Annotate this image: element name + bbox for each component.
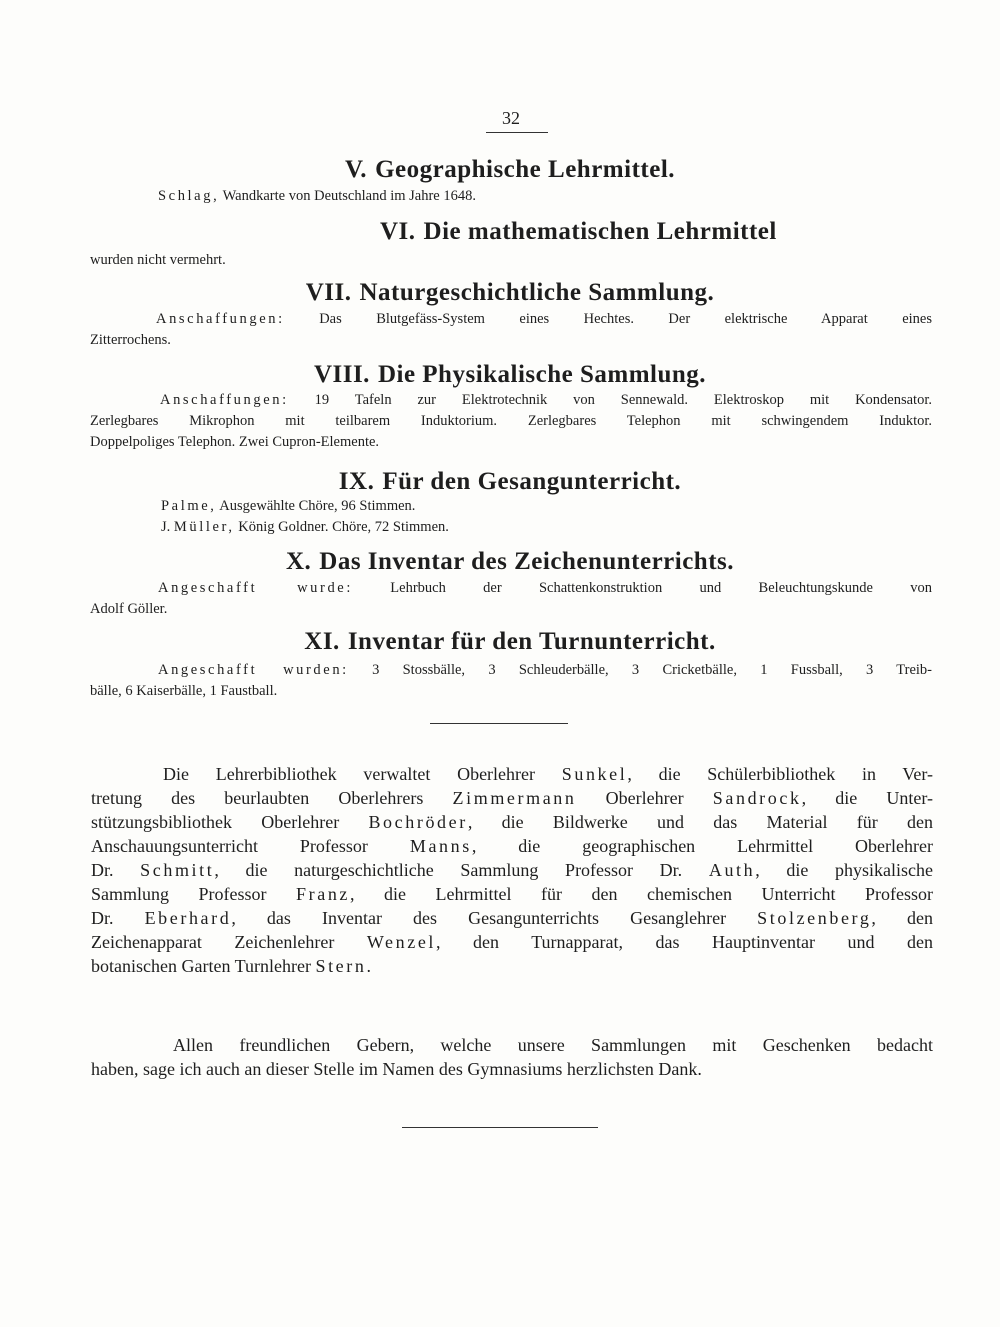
section-entry — [90, 390, 932, 453]
spaced-name: Wenzel — [366, 932, 437, 952]
section-number: VIII. — [313, 361, 370, 388]
text: , die Unter- — [801, 788, 933, 808]
text: , die Schülerbibliothek in Ver- — [627, 764, 934, 784]
text: . — [366, 956, 371, 976]
section-number: V. — [344, 156, 368, 183]
section-number: VI. — [380, 218, 416, 245]
entry-text: wurden nicht vermehrt. — [90, 252, 226, 268]
entry-text: Lehrbuch der Schattenkonstruktion und Beleuchtungskunde von — [352, 580, 932, 596]
spaced-name: Palme, — [161, 498, 217, 514]
section-number: VII. — [305, 279, 352, 306]
spaced-name: Anschaffungen: — [160, 392, 289, 408]
text: stützungsbibliothek Oberlehrer — [91, 812, 369, 832]
section-heading-vii — [80, 279, 940, 307]
section-heading-v — [80, 156, 940, 184]
section-entry — [161, 496, 861, 517]
spaced-name: Auth — [708, 860, 756, 880]
spaced-name: Franz — [296, 884, 351, 904]
entry-prefix: J. — [161, 519, 174, 535]
section-heading-vi — [380, 218, 780, 246]
spaced-name: Sunkel — [561, 764, 628, 784]
spaced-name: Zimmermann — [452, 788, 577, 808]
section-entry — [90, 660, 932, 702]
separator-rule — [402, 1127, 598, 1128]
section-title: Für den Gesangunterricht. — [382, 468, 682, 495]
text: Allen freundlichen Gebern, welche unsere Sammlungen mit Geschenken bedacht — [173, 1035, 933, 1055]
staff-paragraph — [91, 762, 933, 978]
section-title: Naturgeschichtliche Sammlung. — [359, 279, 715, 306]
spaced-name: Angeschafft wurden: — [158, 662, 349, 678]
text: Dr. — [91, 860, 141, 880]
text: , den Turnapparat, das Hauptinventar und den — [436, 932, 934, 952]
spaced-name: Müller, — [173, 519, 235, 535]
section-title: Inventar für den Turnunterricht. — [347, 628, 716, 655]
entry-continuation: bälle, 6 Kaiserbälle, 1 Faustball. — [90, 683, 278, 699]
text: , die Bildwerke und das Material für den — [467, 812, 933, 832]
thanks-paragraph — [91, 1033, 933, 1081]
section-title: Das Inventar des Zeichenunterrichts. — [319, 548, 735, 575]
section-heading-ix — [80, 468, 940, 496]
text: , den — [871, 908, 933, 928]
page-number-rule — [486, 132, 548, 133]
entry-text: Ausgewählte Chöre, 96 Stimmen. — [216, 498, 416, 514]
text: Sammlung Professor — [91, 884, 297, 904]
text: , die Lehrmittel für den chemischen Unterricht Professor — [350, 884, 933, 904]
text: , die naturgeschichtliche Sammlung Professor Dr. — [214, 860, 709, 880]
spaced-name: Bochröder — [368, 812, 468, 832]
section-title: Die Physikalische Sammlung. — [377, 361, 707, 388]
separator-rule — [430, 723, 568, 724]
text: botanischen Garten Turnlehrer — [91, 956, 316, 976]
text: Oberlehrer — [576, 788, 713, 808]
section-entry — [161, 517, 861, 538]
spaced-name: Stolzenberg — [757, 908, 872, 928]
entry-text: König Goldner. Chöre, 72 Stimmen. — [234, 519, 449, 535]
entry-continuation: Adolf Göller. — [90, 601, 168, 617]
spaced-name: Schmitt — [140, 860, 215, 880]
section-number: IX. — [338, 468, 375, 495]
text: Dr. — [91, 908, 145, 928]
entry-text: 3 Stossbälle, 3 Schleuderbälle, 3 Cricketbälle, 1 Fussball, 3 Treib- — [348, 662, 932, 678]
text: Zeichenapparat Zeichenlehrer — [91, 932, 367, 952]
text: , die physikalische — [755, 860, 934, 880]
text: Die Lehrerbibliothek verwaltet Oberlehrer — [163, 764, 562, 784]
section-heading-x — [80, 548, 940, 576]
spaced-name: Anschaffungen: — [156, 311, 285, 327]
spaced-name: Angeschafft wurde: — [158, 580, 353, 596]
spaced-name: Sandrock — [712, 788, 802, 808]
section-number: X. — [285, 548, 312, 575]
page-number: 32 — [502, 108, 520, 128]
text: haben, sage ich auch an dieser Stelle im Namen des Gymnasiums herzlichsten Dank. — [91, 1059, 702, 1079]
entry-text: Das Blutgefäss-System eines Hechtes. Der elektrische Apparat eines — [284, 311, 932, 327]
section-entry — [90, 250, 932, 271]
text: tretung des beurlaubten Oberlehrers — [91, 788, 453, 808]
section-title: Die mathematischen Lehrmittel — [423, 218, 777, 245]
spaced-name: Manns — [409, 836, 472, 856]
entry-continuation: Zitterrochens. — [90, 332, 171, 348]
section-entry — [90, 309, 932, 351]
text: , die geographischen Lehrmittel Oberlehrer — [471, 836, 933, 856]
section-entry — [90, 578, 932, 620]
text: Anschauungsunterricht Professor — [91, 836, 410, 856]
spaced-name: Schlag, — [158, 188, 220, 204]
spaced-name: Stern — [315, 956, 367, 976]
section-heading-viii — [80, 361, 940, 389]
entry-text: 19 Tafeln zur Elektrotechnik von Sennewald. Elektroskop mit Kondensator. — [288, 392, 932, 408]
section-entry — [158, 186, 858, 207]
entry-continuation: Doppelpoliges Telephon. Zwei Cupron-Elemente. — [90, 434, 380, 450]
spaced-name: Eberhard — [144, 908, 232, 928]
entry-text: Wandkarte von Deutschland im Jahre 1648. — [219, 188, 476, 204]
section-number: XI. — [304, 628, 340, 655]
text: , das Inventar des Gesangunterrichts Gesanglehrer — [231, 908, 758, 928]
section-title: Geographische Lehrmittel. — [375, 156, 676, 183]
section-heading-xi — [80, 628, 940, 656]
entry-continuation: Zerlegbares Mikrophon mit teilbarem Induktorium. Zerlegbares Telephon mit schwingendem Induktor. — [90, 413, 932, 429]
